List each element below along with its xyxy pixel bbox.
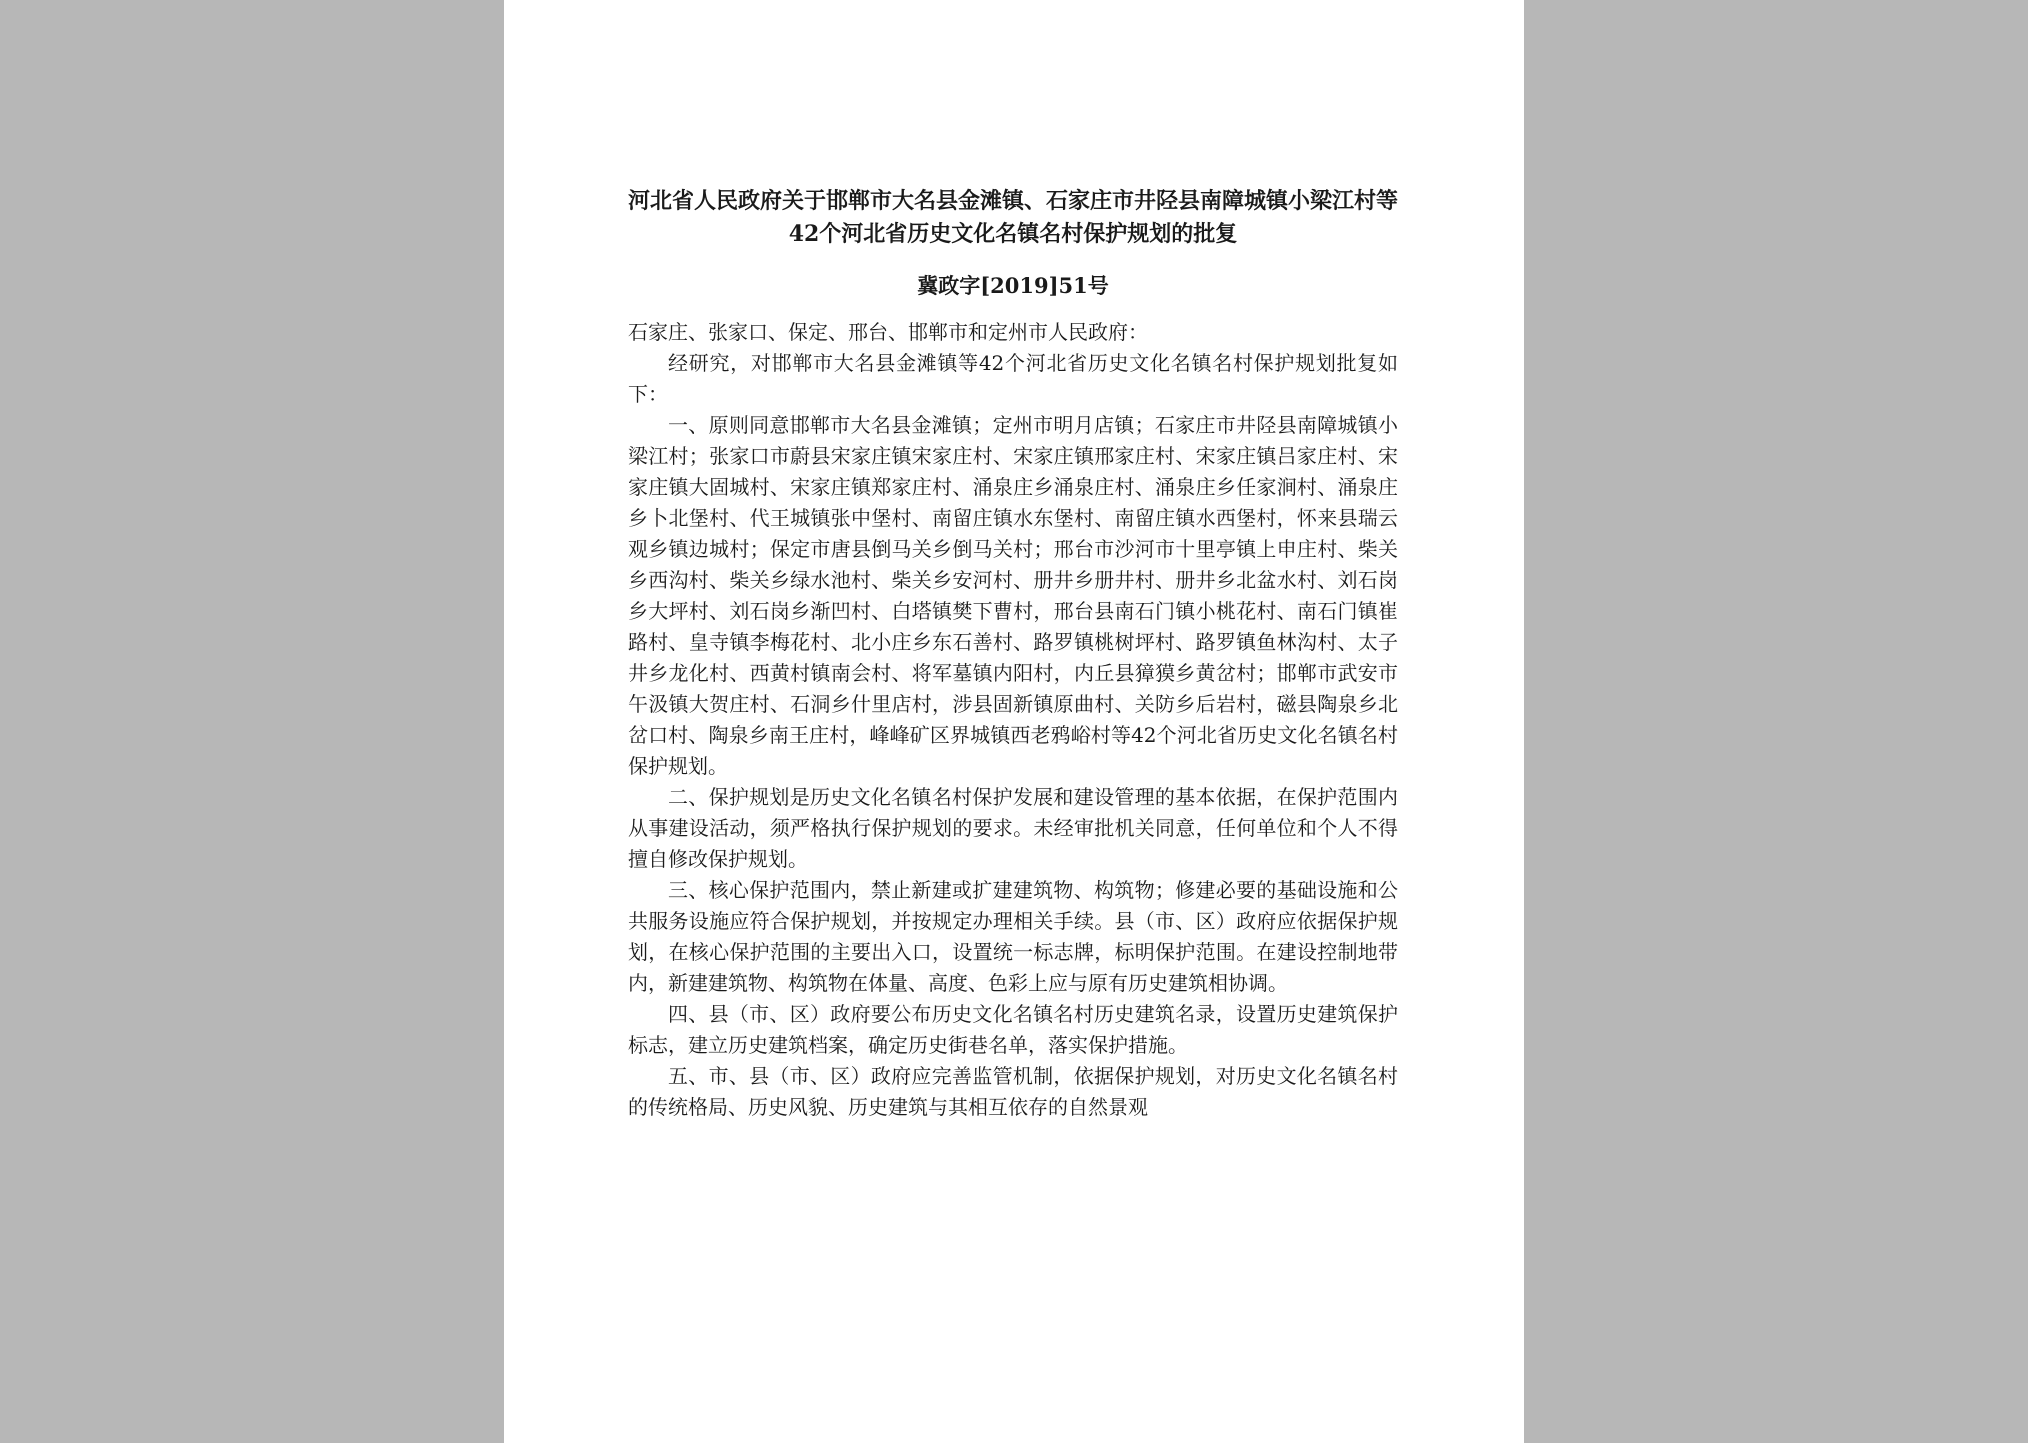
paragraph-item-4: 四、县（市、区）政府要公布历史文化名镇名村历史建筑名录，设置历史建筑保护标志，建立历史建筑档案，确定历史街巷名单，落实保护措施。 [628,1002,1398,1057]
document-content [628,185,1398,1123]
document-page [504,0,1524,1443]
document-number: 冀政字[2019]51号 [917,273,1109,298]
paragraph-item-3: 三、核心保护范围内，禁止新建或扩建建筑物、构筑物；修建必要的基础设施和公共服务设施应符合保护规划，并按规定办理相关手续。县（市、区）政府应依据保护规划，在核心保护范围的主要出入口，设置统一标志牌，标明保护范围。在建设控制地带内，新建建筑物、构筑物在体量、高度、色彩上应与原有历史建筑相协调。 [628,878,1398,995]
paragraph-item-2: 二、保护规划是历史文化名镇名村保护发展和建设管理的基本依据，在保护范围内从事建设活动，须严格执行保护规划的要求。未经审批机关同意，任何单位和个人不得擅自修改保护规划。 [628,785,1398,871]
paragraph-item-5: 五、市、县（市、区）政府应完善监管机制，依据保护规划，对历史文化名镇名村的传统格局、历史风貌、历史建筑与其相互依存的自然景观 [628,1064,1398,1119]
document-title: 河北省人民政府关于邯郸市大名县金滩镇、石家庄市井陉县南障城镇小梁江村等42个河北省历史文化名镇名村保护规划的批复 [628,188,1399,247]
paragraph-intro: 经研究，对邯郸市大名县金滩镇等42个河北省历史文化名镇名村保护规划批复如下： [628,351,1398,406]
paragraph-item-1: 一、原则同意邯郸市大名县金滩镇；定州市明月店镇；石家庄市井陉县南障城镇小梁江村；张家口市蔚县宋家庄镇宋家庄村、宋家庄镇邢家庄村、宋家庄镇吕家庄村、宋家庄镇大固城村、宋家庄镇郑家庄村、涌泉庄乡涌泉庄村、涌泉庄乡任家涧村、涌泉庄乡卜北堡村、代王城镇张中堡村、南留庄镇水东堡村、南留庄镇水西堡村，怀来县瑞云观乡镇边城村；保定市唐县倒马关乡倒马关村；邢台市沙河市十里亭镇上申庄村、柴关乡西沟村、柴关乡绿水池村、柴关乡安河村、册井乡册井村、册井乡北盆水村、刘石岗乡大坪村、刘石岗乡渐凹村、白塔镇樊下曹村，邢台县南石门镇小桃花村、南石门镇崔路村、皇寺镇李梅花村、北小庄乡东石善村、路罗镇桃树坪村、路罗镇鱼林沟村、太子井乡龙化村、西黄村镇南会村、将军墓镇内阳村，内丘县獐獏乡黄岔村；邯郸市武安市午汲镇大贺庄村、石洞乡什里店村，涉县固新镇原曲村、关防乡后岩村，磁县陶泉乡北岔口村、陶泉乡南王庄村，峰峰矿区界城镇西老鸦峪村等42个河北省历史文化名镇名村保护规划。 [628,413,1398,778]
addressee: 石家庄、张家口、保定、邢台、邯郸市和定州市人民政府： [628,320,1148,344]
